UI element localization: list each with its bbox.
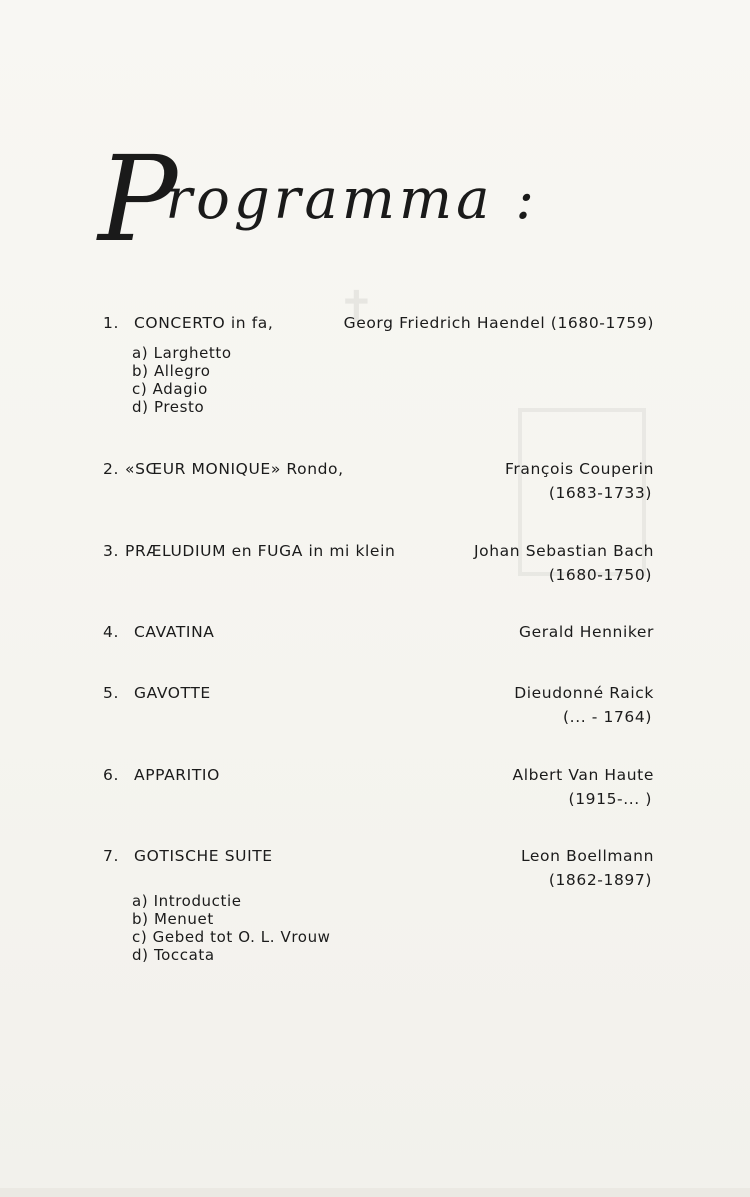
entry-number: 5. <box>103 684 119 702</box>
movement-item: b) Menuet <box>132 910 214 928</box>
entry-number: 3. <box>103 542 119 560</box>
entry-years: (... - 1764) <box>563 708 652 726</box>
entry-composer: Georg Friedrich Haendel (1680-1759) <box>343 314 654 332</box>
entry-work: CAVATINA <box>134 623 215 641</box>
entry-years: (1680-1750) <box>548 566 652 584</box>
movement-item: c) Gebed tot O. L. Vrouw <box>132 928 331 946</box>
entry-work: «SŒUR MONIQUE» Rondo, <box>125 460 344 478</box>
entry-number: 6. <box>103 766 119 784</box>
page-title <box>98 130 539 268</box>
movement-item: d) Toccata <box>132 946 215 964</box>
movement-item: a) Introductie <box>132 892 242 910</box>
movement-item: b) Allegro <box>132 362 211 380</box>
entry-number: 2. <box>103 460 119 478</box>
entry-years: (1915-... ) <box>568 790 652 808</box>
entry-composer: Leon Boellmann <box>520 847 654 865</box>
page-bottom-edge <box>0 1188 750 1197</box>
entry-number: 1. <box>103 314 119 332</box>
entry-composer: Dieudonné Raick <box>514 684 654 702</box>
entry-work: GOTISCHE SUITE <box>134 847 273 865</box>
show-through-cross: ✝ <box>338 282 375 333</box>
entry-work: APPARITIO <box>134 766 220 784</box>
entry-work: CONCERTO in fa, <box>134 314 274 332</box>
entry-number: 7. <box>103 847 119 865</box>
entry-composer: Gerald Henniker <box>519 623 654 641</box>
movement-item: d) Presto <box>132 398 205 416</box>
entry-composer: Johan Sebastian Bach <box>473 542 654 560</box>
entry-years: (1683-1733) <box>548 484 652 502</box>
entry-composer: François Couperin <box>504 460 654 478</box>
entry-composer: Albert Van Haute <box>512 766 654 784</box>
movement-item: a) Larghetto <box>132 344 232 362</box>
title-rest: rogramma : <box>165 167 539 232</box>
entry-number: 4. <box>103 623 119 641</box>
movement-item: c) Adagio <box>132 380 208 398</box>
entry-work: PRÆLUDIUM en FUGA in mi klein <box>125 542 396 560</box>
entry-years: (1862-1897) <box>548 871 652 889</box>
entry-work: GAVOTTE <box>134 684 211 702</box>
title-initial: P <box>98 130 180 268</box>
